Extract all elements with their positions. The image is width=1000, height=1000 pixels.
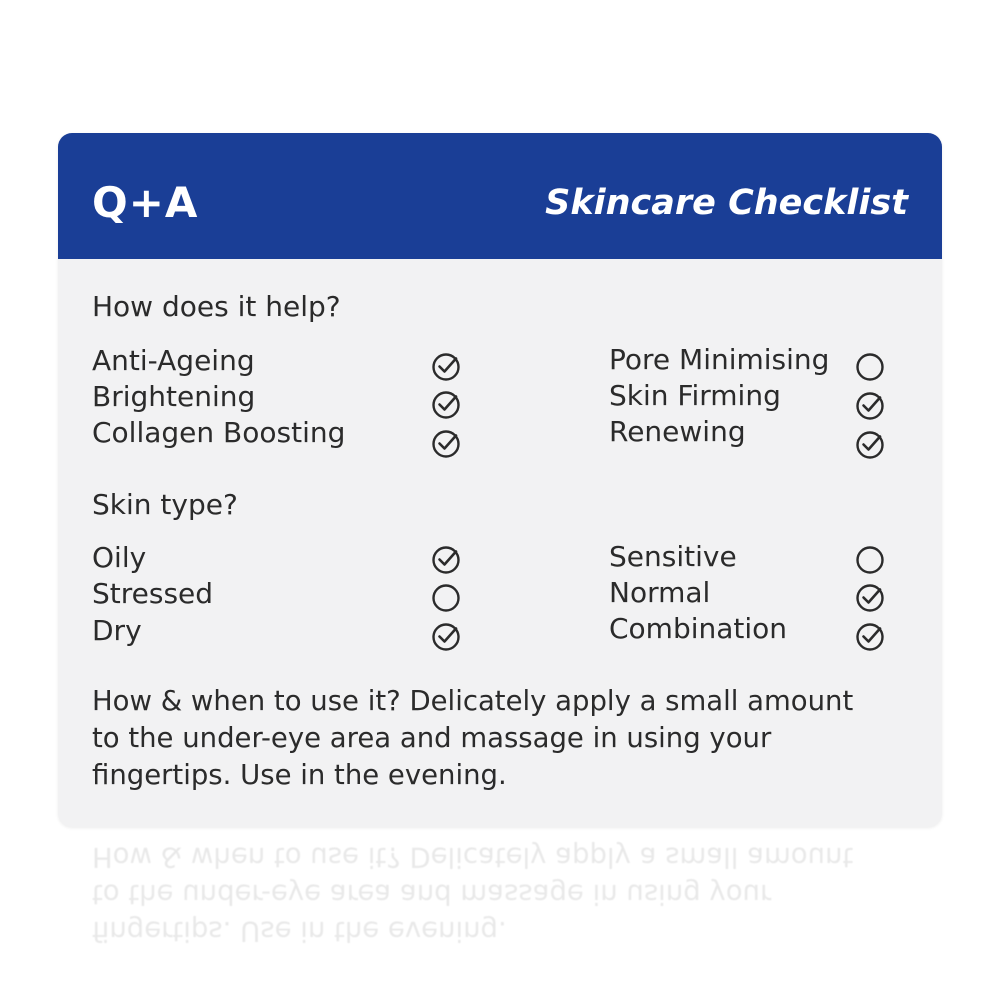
checkbox-dry[interactable] — [431, 622, 461, 652]
skin-type-sensitive: Sensitive — [609, 540, 737, 573]
skin-type-dry: Dry — [92, 614, 142, 647]
help-item-renewing: Renewing — [609, 415, 746, 448]
checkmark-icon — [440, 552, 457, 565]
checkbox-renewing[interactable] — [855, 430, 885, 460]
help-question: How does it help? — [92, 290, 341, 323]
checkbox-oily[interactable] — [431, 545, 461, 575]
skin-type-normal: Normal — [609, 576, 711, 609]
checkmark-icon — [864, 437, 881, 450]
checkbox-stressed[interactable] — [431, 583, 461, 613]
help-item-pore-minimising: Pore Minimising — [609, 343, 830, 376]
usage-line-3: fingertips. Use in the evening. — [92, 759, 507, 791]
usage-instructions — [92, 683, 932, 794]
checkbox-brightening[interactable] — [431, 390, 461, 420]
skin-type-oily: Oily — [92, 541, 147, 574]
help-item-brightening: Brightening — [92, 380, 256, 413]
checkbox-normal[interactable] — [855, 583, 885, 613]
checkmark-icon — [440, 629, 457, 642]
checkmark-icon — [440, 359, 457, 372]
checkmark-icon — [440, 397, 457, 410]
help-item-skin-firming: Skin Firming — [609, 379, 781, 412]
checkmark-icon — [864, 398, 881, 411]
card-reflection — [92, 838, 932, 949]
help-item-anti-ageing: Anti-Ageing — [92, 344, 255, 377]
usage-line-2: to the under-eye area and massage in using your — [92, 722, 772, 754]
checkmark-icon — [864, 629, 881, 642]
skin-type-stressed: Stressed — [92, 577, 214, 610]
checkmark-icon — [864, 590, 881, 603]
card-title: Skincare Checklist — [545, 183, 908, 223]
reflection-line-1: How & when to use it? Delicately apply a small amount — [92, 841, 854, 873]
brand-logo: Q+A — [92, 178, 199, 227]
help-item-collagen-boosting: Collagen Boosting — [92, 416, 346, 449]
checkmark-icon — [440, 436, 457, 449]
reflection-line-2: to the under-eye area and massage in using your — [92, 878, 772, 910]
skin-type-question: Skin type? — [92, 488, 238, 521]
skincare-checklist-card — [58, 133, 942, 827]
checkbox-pore-minimising[interactable] — [855, 352, 885, 382]
checkbox-anti-ageing[interactable] — [431, 352, 461, 382]
checkbox-skin-firming[interactable] — [855, 391, 885, 421]
usage-line-1: How & when to use it? Delicately apply a small amount — [92, 685, 854, 717]
checkbox-sensitive[interactable] — [855, 545, 885, 575]
skin-type-combination: Combination — [609, 612, 788, 645]
card-header — [58, 133, 942, 259]
checkbox-combination[interactable] — [855, 622, 885, 652]
reflection-line-3: fingertips. Use in the evening. — [92, 915, 507, 947]
checkbox-collagen-boosting[interactable] — [431, 429, 461, 459]
